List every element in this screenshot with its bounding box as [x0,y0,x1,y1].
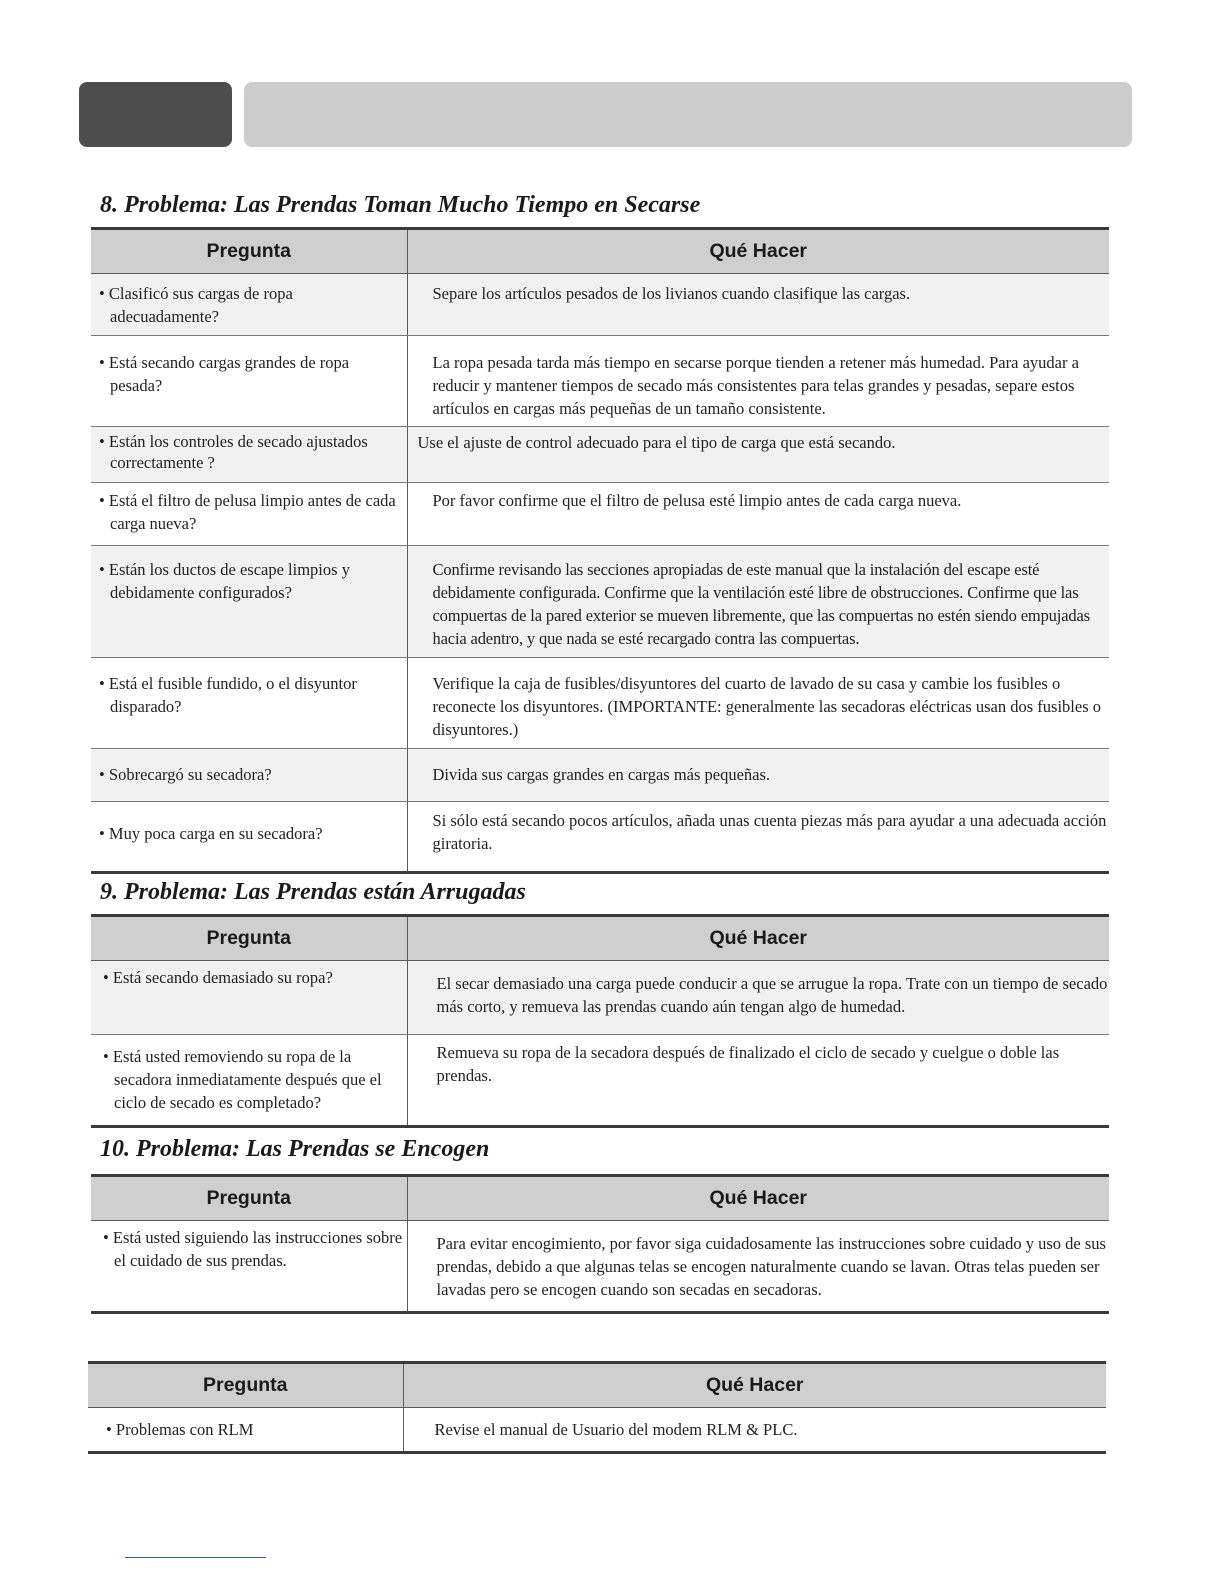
answer-cell: El secar demasiado una carga puede conducir a que se arrugue la ropa. Trate con un tiempo de secado más corto, y remueva las prendas cuando aún tengan algo de humedad. [407,961,1109,1035]
table-row [91,427,1109,483]
table-row [91,749,1109,802]
section-8-table [91,227,1109,874]
question-cell: • Está usted siguiendo las instrucciones sobre el cuidado de sus prendas. [91,1221,407,1313]
table-row [88,1408,1106,1453]
table-header-row [91,1176,1109,1221]
question-cell: • Problemas con RLM [88,1408,403,1453]
table-row [91,1221,1109,1313]
table-header-row [88,1363,1106,1408]
table-row [91,274,1109,336]
answer-cell: Por favor confirme que el filtro de pelusa esté limpio antes de cada carga nueva. [407,483,1109,546]
answer-cell: Confirme revisando las secciones apropiadas de este manual que la instalación del escape esté debidamente configurada. Confirme que la ventilación esté libre de obstrucciones. Confirme que las compuertas de la pared exterior se mueven libremente, que las compuertas no estén siendo empujadas hacia adentro, y que nada se esté recargado contra las compuertas. [407,546,1109,658]
answer-cell: Si sólo está secando pocos artículos, añada unas cuenta piezas más para ayudar a una adecuada acción giratoria. [407,802,1109,873]
answer-cell: Para evitar encogimiento, por favor siga cuidadosamente las instrucciones sobre cuidado y uso de sus prendas, debido a que algunas telas se encogen naturalmente cuando se lavan. Otras telas pueden ser lavadas pero se encogen cuando son secadas en secadoras. [407,1221,1109,1313]
column-header-que-hacer: Qué Hacer [407,229,1109,274]
table-row [91,336,1109,427]
column-header-pregunta: Pregunta [88,1363,403,1408]
answer-cell: Use el ajuste de control adecuado para el tipo de carga que está secando. [407,427,1109,483]
answer-cell: Separe los artículos pesados de los livianos cuando clasifique las cargas. [407,274,1109,336]
section-8-title: 8. Problema: Las Prendas Toman Mucho Tiempo en Secarse [100,192,701,218]
table-row [91,658,1109,749]
column-header-que-hacer: Qué Hacer [407,1176,1109,1221]
column-header-que-hacer: Qué Hacer [407,916,1109,961]
table-row [91,546,1109,658]
question-cell: • Está secando demasiado su ropa? [91,961,407,1035]
rlm-table [88,1361,1106,1454]
section-10-table [91,1174,1109,1314]
question-cell: • Está el fusible fundido, o el disyuntor disparado? [91,658,407,749]
answer-cell: Divida sus cargas grandes en cargas más pequeñas. [407,749,1109,802]
table-row [91,961,1109,1035]
table-header-row [91,916,1109,961]
section-10-title: 10. Problema: Las Prendas se Encogen [100,1136,490,1162]
table-row [91,1035,1109,1127]
column-header-que-hacer: Qué Hacer [403,1363,1106,1408]
question-cell: • Está secando cargas grandes de ropa pesada? [91,336,407,427]
question-cell: • Está el filtro de pelusa limpio antes de cada carga nueva? [91,483,407,546]
section-9-title: 9. Problema: Las Prendas están Arrugadas [100,879,526,905]
column-header-pregunta: Pregunta [91,1176,407,1221]
answer-cell: La ropa pesada tarda más tiempo en secarse porque tienden a retener más humedad. Para ayudar a reducir y mantener tiempos de secado más consistentes para telas grandes y pesadas, separe estos artículos en cargas más pequeñas de un tamaño consistente. [407,336,1109,427]
question-cell: • Sobrecargó su secadora? [91,749,407,802]
answer-cell: Verifique la caja de fusibles/disyuntores del cuarto de lavado de su casa y cambie los fusibles o reconecte los disyuntores. (IMPORTANTE: generalmente las secadoras eléctricas usan dos fusibles o disyuntores.) [407,658,1109,749]
header-dark-block [79,82,232,147]
question-cell: • Están los ductos de escape limpios y debidamente configurados? [91,546,407,658]
answer-cell: Revise el manual de Usuario del modem RLM & PLC. [403,1408,1106,1453]
question-cell: • Está usted removiendo su ropa de la secadora inmediatamente después que el ciclo de secado es completado? [91,1035,407,1127]
answer-cell: Remueva su ropa de la secadora después de finalizado el ciclo de secado y cuelgue o doble las prendas. [407,1035,1109,1127]
table-header-row [91,229,1109,274]
question-cell: • Muy poca carga en su secadora? [91,802,407,873]
section-9-table [91,914,1109,1128]
question-cell: • Están los controles de secado ajustados correctamente ? [91,427,407,483]
table-row [91,483,1109,546]
header-light-bar [244,82,1132,147]
column-header-pregunta: Pregunta [91,916,407,961]
table-row [91,802,1109,873]
question-cell: • Clasificó sus cargas de ropa adecuadamente? [91,274,407,336]
footer-link-underline [125,1557,266,1558]
column-header-pregunta: Pregunta [91,229,407,274]
